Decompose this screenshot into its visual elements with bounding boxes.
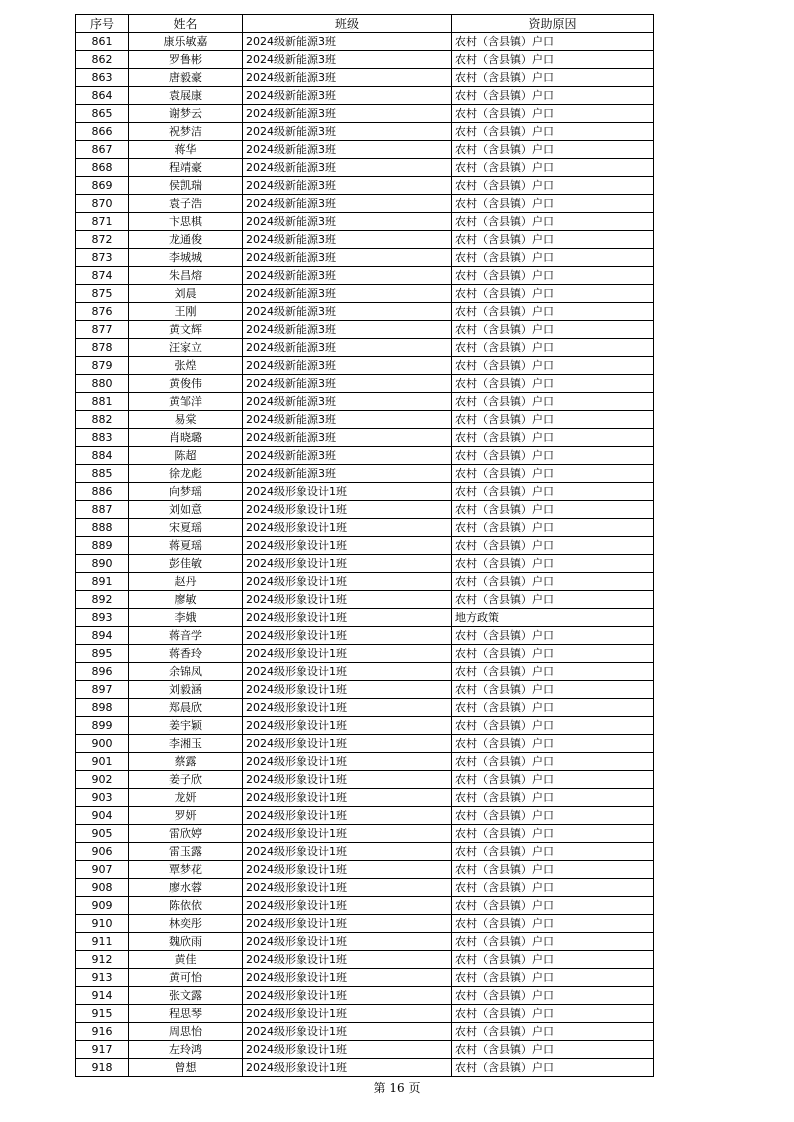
cell-reason: 农村（含县镇）户口: [452, 717, 654, 735]
cell-class: 2024级形象设计1班: [243, 1023, 452, 1041]
cell-class: 2024级新能源3班: [243, 321, 452, 339]
table-row: [76, 159, 654, 177]
cell-name: 袁展康: [129, 87, 243, 105]
cell-seq: 890: [76, 555, 129, 573]
table-row: [76, 645, 654, 663]
cell-class: 2024级形象设计1班: [243, 1059, 452, 1077]
cell-reason: 农村（含县镇）户口: [452, 519, 654, 537]
cell-class: 2024级新能源3班: [243, 285, 452, 303]
cell-seq: 876: [76, 303, 129, 321]
cell-name: 左玲鸿: [129, 1041, 243, 1059]
cell-name: 彭佳敏: [129, 555, 243, 573]
table-row: [76, 339, 654, 357]
cell-class: 2024级形象设计1班: [243, 969, 452, 987]
cell-seq: 869: [76, 177, 129, 195]
cell-reason: 农村（含县镇）户口: [452, 483, 654, 501]
cell-seq: 916: [76, 1023, 129, 1041]
cell-seq: 885: [76, 465, 129, 483]
table-body: [76, 33, 654, 1077]
cell-name: 蒋音学: [129, 627, 243, 645]
cell-name: 林奕彤: [129, 915, 243, 933]
cell-seq: 873: [76, 249, 129, 267]
cell-name: 王刚: [129, 303, 243, 321]
cell-class: 2024级形象设计1班: [243, 1041, 452, 1059]
cell-class: 2024级形象设计1班: [243, 519, 452, 537]
cell-reason: 农村（含县镇）户口: [452, 627, 654, 645]
cell-seq: 893: [76, 609, 129, 627]
cell-reason: 农村（含县镇）户口: [452, 573, 654, 591]
table-row: [76, 375, 654, 393]
cell-reason: 农村（含县镇）户口: [452, 951, 654, 969]
cell-class: 2024级新能源3班: [243, 105, 452, 123]
cell-name: 蔡露: [129, 753, 243, 771]
table-row: [76, 213, 654, 231]
cell-reason: 农村（含县镇）户口: [452, 231, 654, 249]
table-row: [76, 303, 654, 321]
cell-class: 2024级形象设计1班: [243, 915, 452, 933]
cell-seq: 884: [76, 447, 129, 465]
cell-name: 蒋夏瑶: [129, 537, 243, 555]
table-row: [76, 555, 654, 573]
cell-name: 罗鲁彬: [129, 51, 243, 69]
table-row: [76, 51, 654, 69]
cell-seq: 903: [76, 789, 129, 807]
cell-name: 朱昌熔: [129, 267, 243, 285]
cell-class: 2024级形象设计1班: [243, 699, 452, 717]
cell-name: 龙妍: [129, 789, 243, 807]
cell-class: 2024级新能源3班: [243, 177, 452, 195]
cell-name: 陈超: [129, 447, 243, 465]
cell-reason: 农村（含县镇）户口: [452, 375, 654, 393]
cell-class: 2024级形象设计1班: [243, 825, 452, 843]
cell-class: 2024级新能源3班: [243, 357, 452, 375]
cell-seq: 905: [76, 825, 129, 843]
cell-name: 汪家立: [129, 339, 243, 357]
table-row: [76, 1023, 654, 1041]
cell-reason: 农村（含县镇）户口: [452, 537, 654, 555]
cell-class: 2024级形象设计1班: [243, 861, 452, 879]
cell-name: 龙通俊: [129, 231, 243, 249]
cell-reason: 农村（含县镇）户口: [452, 663, 654, 681]
header-reason: 资助原因: [452, 15, 654, 33]
cell-seq: 898: [76, 699, 129, 717]
cell-reason: 农村（含县镇）户口: [452, 105, 654, 123]
cell-name: 魏欣雨: [129, 933, 243, 951]
table-row: [76, 699, 654, 717]
cell-reason: 农村（含县镇）户口: [452, 321, 654, 339]
table-row: [76, 897, 654, 915]
cell-reason: 农村（含县镇）户口: [452, 411, 654, 429]
cell-seq: 889: [76, 537, 129, 555]
header-seq: 序号: [76, 15, 129, 33]
cell-class: 2024级新能源3班: [243, 87, 452, 105]
cell-seq: 863: [76, 69, 129, 87]
cell-name: 刘如意: [129, 501, 243, 519]
cell-reason: 农村（含县镇）户口: [452, 1005, 654, 1023]
table-row: [76, 249, 654, 267]
table-row: [76, 177, 654, 195]
cell-class: 2024级新能源3班: [243, 447, 452, 465]
table-row: [76, 753, 654, 771]
cell-name: 陈依依: [129, 897, 243, 915]
cell-seq: 880: [76, 375, 129, 393]
cell-reason: 农村（含县镇）户口: [452, 1041, 654, 1059]
cell-name: 张文露: [129, 987, 243, 1005]
cell-name: 周思怡: [129, 1023, 243, 1041]
cell-reason: 农村（含县镇）户口: [452, 339, 654, 357]
cell-reason: 农村（含县镇）户口: [452, 843, 654, 861]
cell-name: 卞思棋: [129, 213, 243, 231]
table-row: [76, 969, 654, 987]
cell-reason: 农村（含县镇）户口: [452, 177, 654, 195]
cell-reason: 农村（含县镇）户口: [452, 735, 654, 753]
table-row: [76, 411, 654, 429]
cell-seq: 915: [76, 1005, 129, 1023]
cell-reason: 农村（含县镇）户口: [452, 825, 654, 843]
table-row: [76, 267, 654, 285]
cell-class: 2024级形象设计1班: [243, 807, 452, 825]
cell-name: 廖水蓉: [129, 879, 243, 897]
cell-name: 蒋华: [129, 141, 243, 159]
cell-reason: 农村（含县镇）户口: [452, 249, 654, 267]
cell-seq: 910: [76, 915, 129, 933]
cell-reason: 农村（含县镇）户口: [452, 195, 654, 213]
cell-reason: 农村（含县镇）户口: [452, 141, 654, 159]
cell-reason: 农村（含县镇）户口: [452, 753, 654, 771]
cell-reason: 农村（含县镇）户口: [452, 267, 654, 285]
cell-class: 2024级形象设计1班: [243, 933, 452, 951]
cell-reason: 农村（含县镇）户口: [452, 123, 654, 141]
cell-name: 黄佳: [129, 951, 243, 969]
cell-seq: 862: [76, 51, 129, 69]
table-row: [76, 429, 654, 447]
table-row: [76, 951, 654, 969]
cell-reason: 农村（含县镇）户口: [452, 465, 654, 483]
cell-class: 2024级形象设计1班: [243, 987, 452, 1005]
cell-seq: 907: [76, 861, 129, 879]
cell-name: 程靖豪: [129, 159, 243, 177]
table-header-row: [76, 15, 654, 33]
table-row: [76, 537, 654, 555]
cell-class: 2024级新能源3班: [243, 375, 452, 393]
cell-seq: 891: [76, 573, 129, 591]
table-row: [76, 1041, 654, 1059]
cell-seq: 906: [76, 843, 129, 861]
cell-class: 2024级形象设计1班: [243, 897, 452, 915]
table-row: [76, 519, 654, 537]
table-row: [76, 393, 654, 411]
cell-reason: 农村（含县镇）户口: [452, 501, 654, 519]
cell-reason: 农村（含县镇）户口: [452, 897, 654, 915]
cell-reason: 农村（含县镇）户口: [452, 771, 654, 789]
cell-name: 唐毅豪: [129, 69, 243, 87]
cell-class: 2024级新能源3班: [243, 465, 452, 483]
page-number: 第 16 页: [373, 1081, 421, 1095]
cell-class: 2024级新能源3班: [243, 411, 452, 429]
header-name: 姓名: [129, 15, 243, 33]
cell-reason: 农村（含县镇）户口: [452, 303, 654, 321]
table-row: [76, 33, 654, 51]
table-row: [76, 771, 654, 789]
cell-reason: 农村（含县镇）户口: [452, 1023, 654, 1041]
cell-reason: 农村（含县镇）户口: [452, 987, 654, 1005]
cell-reason: 农村（含县镇）户口: [452, 393, 654, 411]
cell-reason: 地方政策: [452, 609, 654, 627]
cell-class: 2024级形象设计1班: [243, 663, 452, 681]
cell-class: 2024级新能源3班: [243, 123, 452, 141]
cell-seq: 899: [76, 717, 129, 735]
cell-name: 刘毅涵: [129, 681, 243, 699]
cell-class: 2024级新能源3班: [243, 339, 452, 357]
table-row: [76, 465, 654, 483]
table-row: [76, 915, 654, 933]
cell-reason: 农村（含县镇）户口: [452, 699, 654, 717]
cell-name: 张煌: [129, 357, 243, 375]
cell-seq: 909: [76, 897, 129, 915]
cell-name: 蒋香玲: [129, 645, 243, 663]
cell-class: 2024级形象设计1班: [243, 645, 452, 663]
cell-seq: 865: [76, 105, 129, 123]
table-row: [76, 591, 654, 609]
cell-seq: 892: [76, 591, 129, 609]
table-row: [76, 573, 654, 591]
cell-seq: 883: [76, 429, 129, 447]
cell-reason: 农村（含县镇）户口: [452, 933, 654, 951]
cell-class: 2024级形象设计1班: [243, 843, 452, 861]
cell-seq: 913: [76, 969, 129, 987]
cell-class: 2024级新能源3班: [243, 51, 452, 69]
cell-reason: 农村（含县镇）户口: [452, 1059, 654, 1077]
cell-seq: 874: [76, 267, 129, 285]
cell-class: 2024级形象设计1班: [243, 1005, 452, 1023]
cell-name: 黄邹洋: [129, 393, 243, 411]
cell-class: 2024级新能源3班: [243, 249, 452, 267]
cell-name: 罗妍: [129, 807, 243, 825]
table-row: [76, 123, 654, 141]
cell-reason: 农村（含县镇）户口: [452, 33, 654, 51]
cell-seq: 888: [76, 519, 129, 537]
cell-class: 2024级形象设计1班: [243, 555, 452, 573]
cell-name: 曾想: [129, 1059, 243, 1077]
cell-seq: 904: [76, 807, 129, 825]
cell-reason: 农村（含县镇）户口: [452, 969, 654, 987]
cell-name: 黄可怡: [129, 969, 243, 987]
table-row: [76, 789, 654, 807]
table-row: [76, 501, 654, 519]
cell-name: 姜宇颖: [129, 717, 243, 735]
cell-seq: 868: [76, 159, 129, 177]
cell-class: 2024级形象设计1班: [243, 537, 452, 555]
cell-class: 2024级形象设计1班: [243, 609, 452, 627]
cell-seq: 918: [76, 1059, 129, 1077]
cell-seq: 897: [76, 681, 129, 699]
cell-reason: 农村（含县镇）户口: [452, 285, 654, 303]
cell-reason: 农村（含县镇）户口: [452, 429, 654, 447]
table-row: [76, 195, 654, 213]
cell-reason: 农村（含县镇）户口: [452, 69, 654, 87]
cell-class: 2024级新能源3班: [243, 429, 452, 447]
cell-seq: 867: [76, 141, 129, 159]
cell-seq: 881: [76, 393, 129, 411]
cell-name: 易棠: [129, 411, 243, 429]
cell-reason: 农村（含县镇）户口: [452, 213, 654, 231]
table-row: [76, 483, 654, 501]
table-row: [76, 447, 654, 465]
cell-class: 2024级新能源3班: [243, 303, 452, 321]
cell-seq: 870: [76, 195, 129, 213]
cell-seq: 902: [76, 771, 129, 789]
cell-class: 2024级形象设计1班: [243, 753, 452, 771]
cell-seq: 901: [76, 753, 129, 771]
cell-name: 祝梦洁: [129, 123, 243, 141]
cell-name: 赵丹: [129, 573, 243, 591]
cell-seq: 895: [76, 645, 129, 663]
cell-name: 廖敏: [129, 591, 243, 609]
header-class: 班级: [243, 15, 452, 33]
cell-class: 2024级新能源3班: [243, 267, 452, 285]
cell-name: 宋夏瑶: [129, 519, 243, 537]
cell-reason: 农村（含县镇）户口: [452, 807, 654, 825]
cell-name: 余锦凤: [129, 663, 243, 681]
table-row: [76, 285, 654, 303]
cell-reason: 农村（含县镇）户口: [452, 915, 654, 933]
table-row: [76, 681, 654, 699]
cell-class: 2024级形象设计1班: [243, 573, 452, 591]
cell-class: 2024级新能源3班: [243, 231, 452, 249]
table-row: [76, 663, 654, 681]
cell-reason: 农村（含县镇）户口: [452, 357, 654, 375]
cell-reason: 农村（含县镇）户口: [452, 861, 654, 879]
cell-name: 黄俊伟: [129, 375, 243, 393]
cell-seq: 912: [76, 951, 129, 969]
cell-seq: 887: [76, 501, 129, 519]
cell-reason: 农村（含县镇）户口: [452, 681, 654, 699]
cell-class: 2024级形象设计1班: [243, 951, 452, 969]
cell-seq: 879: [76, 357, 129, 375]
cell-class: 2024级形象设计1班: [243, 789, 452, 807]
cell-reason: 农村（含县镇）户口: [452, 645, 654, 663]
cell-class: 2024级新能源3班: [243, 159, 452, 177]
cell-name: 雷欣婷: [129, 825, 243, 843]
cell-seq: 900: [76, 735, 129, 753]
cell-name: 李娥: [129, 609, 243, 627]
cell-reason: 农村（含县镇）户口: [452, 87, 654, 105]
table-row: [76, 987, 654, 1005]
cell-class: 2024级新能源3班: [243, 213, 452, 231]
cell-name: 李城城: [129, 249, 243, 267]
cell-seq: 911: [76, 933, 129, 951]
table-row: [76, 843, 654, 861]
cell-reason: 农村（含县镇）户口: [452, 591, 654, 609]
cell-seq: 908: [76, 879, 129, 897]
cell-name: 雷玉露: [129, 843, 243, 861]
cell-seq: 882: [76, 411, 129, 429]
table-row: [76, 1059, 654, 1077]
cell-name: 李湘玉: [129, 735, 243, 753]
cell-name: 姜子欣: [129, 771, 243, 789]
cell-class: 2024级形象设计1班: [243, 735, 452, 753]
cell-class: 2024级新能源3班: [243, 141, 452, 159]
cell-name: 程思琴: [129, 1005, 243, 1023]
cell-name: 袁子浩: [129, 195, 243, 213]
table-row: [76, 861, 654, 879]
cell-name: 侯凯瑞: [129, 177, 243, 195]
cell-class: 2024级形象设计1班: [243, 591, 452, 609]
cell-seq: 871: [76, 213, 129, 231]
table-row: [76, 807, 654, 825]
cell-class: 2024级形象设计1班: [243, 483, 452, 501]
cell-seq: 896: [76, 663, 129, 681]
cell-reason: 农村（含县镇）户口: [452, 789, 654, 807]
cell-class: 2024级形象设计1班: [243, 717, 452, 735]
cell-seq: 894: [76, 627, 129, 645]
table-row: [76, 231, 654, 249]
cell-name: 向梦瑶: [129, 483, 243, 501]
cell-name: 徐龙彪: [129, 465, 243, 483]
cell-name: 谢梦云: [129, 105, 243, 123]
cell-name: 肖晓璐: [129, 429, 243, 447]
cell-name: 刘晨: [129, 285, 243, 303]
table-row: [76, 627, 654, 645]
cell-seq: 877: [76, 321, 129, 339]
cell-class: 2024级形象设计1班: [243, 501, 452, 519]
cell-class: 2024级新能源3班: [243, 33, 452, 51]
cell-seq: 917: [76, 1041, 129, 1059]
student-aid-table: [75, 14, 654, 1077]
table-row: [76, 717, 654, 735]
cell-class: 2024级新能源3班: [243, 393, 452, 411]
cell-class: 2024级形象设计1班: [243, 681, 452, 699]
cell-class: 2024级新能源3班: [243, 195, 452, 213]
cell-seq: 861: [76, 33, 129, 51]
cell-name: 黄文辉: [129, 321, 243, 339]
table-row: [76, 105, 654, 123]
cell-reason: 农村（含县镇）户口: [452, 555, 654, 573]
table-row: [76, 1005, 654, 1023]
cell-seq: 866: [76, 123, 129, 141]
cell-class: 2024级新能源3班: [243, 69, 452, 87]
cell-seq: 875: [76, 285, 129, 303]
table-row: [76, 735, 654, 753]
cell-reason: 农村（含县镇）户口: [452, 879, 654, 897]
cell-seq: 864: [76, 87, 129, 105]
table-row: [76, 609, 654, 627]
cell-class: 2024级形象设计1班: [243, 879, 452, 897]
table-row: [76, 69, 654, 87]
cell-name: 康乐敏嘉: [129, 33, 243, 51]
cell-seq: 878: [76, 339, 129, 357]
cell-class: 2024级形象设计1班: [243, 771, 452, 789]
cell-seq: 886: [76, 483, 129, 501]
table-row: [76, 933, 654, 951]
cell-name: 郑晨欣: [129, 699, 243, 717]
cell-name: 覃梦花: [129, 861, 243, 879]
cell-reason: 农村（含县镇）户口: [452, 51, 654, 69]
table-row: [76, 87, 654, 105]
table-row: [76, 357, 654, 375]
table-row: [76, 825, 654, 843]
cell-seq: 872: [76, 231, 129, 249]
table-row: [76, 321, 654, 339]
cell-class: 2024级形象设计1班: [243, 627, 452, 645]
table-row: [76, 141, 654, 159]
cell-reason: 农村（含县镇）户口: [452, 159, 654, 177]
cell-seq: 914: [76, 987, 129, 1005]
table-row: [76, 879, 654, 897]
cell-reason: 农村（含县镇）户口: [452, 447, 654, 465]
